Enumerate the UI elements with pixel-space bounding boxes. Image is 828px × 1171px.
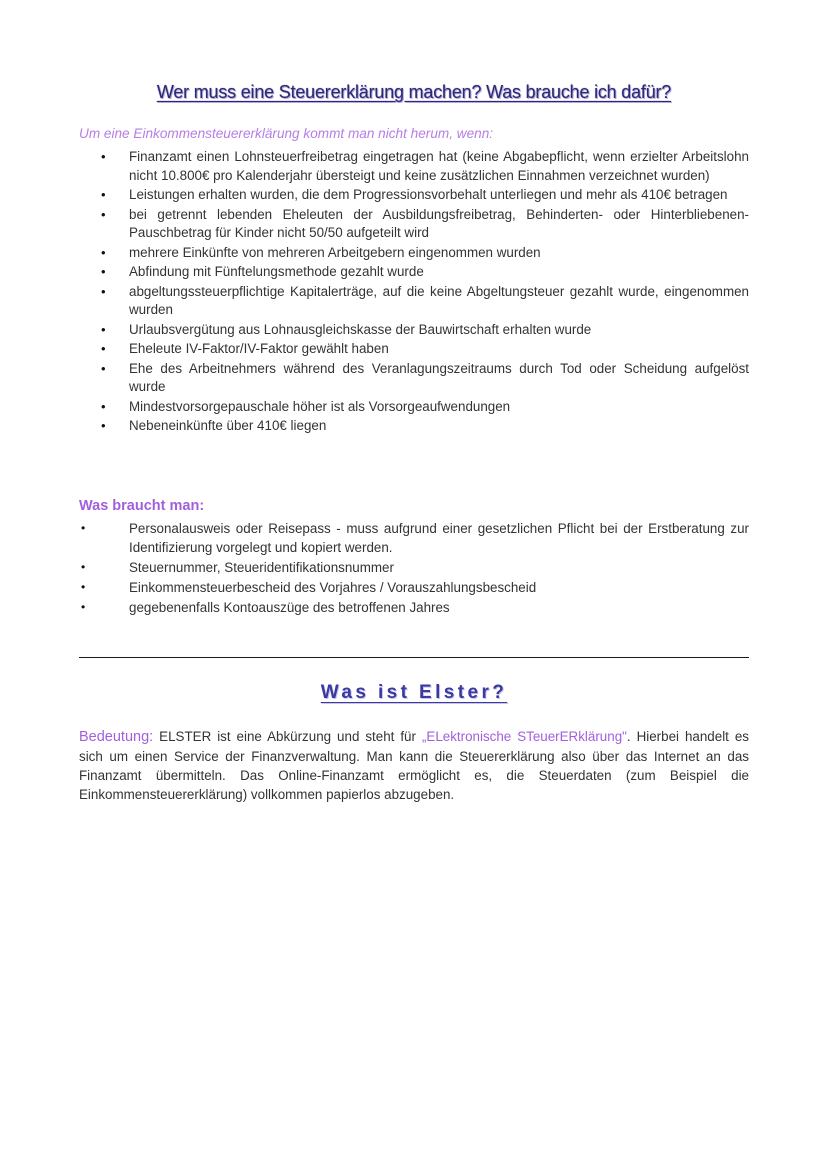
bullet-icon: • xyxy=(101,206,106,222)
list-item xyxy=(101,244,749,263)
bullet-icon: • xyxy=(101,398,106,414)
list-item-text: Leistungen erhalten wurden, die dem Progressionsvorbehalt unterliegen und mehr als 410€ betragen xyxy=(129,187,728,202)
list-item-text: Steuernummer, Steueridentifikationsnummer xyxy=(129,560,394,575)
needs-list xyxy=(79,519,749,618)
bullet-icon: • xyxy=(101,187,106,202)
list-item xyxy=(101,360,749,397)
bullet-icon: • xyxy=(101,418,106,433)
list-item xyxy=(79,578,749,597)
page-title: Wer muss eine Steuererklärung machen? Was brauche ich dafür? xyxy=(156,82,672,102)
bullet-icon: • xyxy=(81,521,86,535)
bullet-icon: • xyxy=(101,321,106,337)
conditions-list xyxy=(101,148,749,437)
list-item xyxy=(101,340,749,359)
list-item-text: Eheleute IV-Faktor/IV-Faktor gewählt haben xyxy=(129,341,389,356)
list-item-text: Einkommensteuerbescheid des Vorjahres / Vorauszahlungsbescheid xyxy=(129,580,537,595)
bullet-icon: • xyxy=(101,149,106,164)
bullet-icon: • xyxy=(81,560,86,574)
list-item-text: Abfindung mit Fünftelungsmethode gezahlt wurde xyxy=(129,264,424,279)
bullet-icon: • xyxy=(101,283,106,299)
list-item-text: abgeltungssteuerpflichtige Kapitalerträge, auf die keine Abgeltungsteuer gezahlt wurde, eingenommen wurden xyxy=(129,283,749,317)
bullet-icon: • xyxy=(101,341,106,356)
list-item-text: mehrere Einkünfte von mehreren Arbeitgebern eingenommen wurden xyxy=(129,244,541,260)
list-item xyxy=(101,398,749,417)
list-item xyxy=(101,321,749,340)
needs-heading: Was braucht man: xyxy=(79,498,205,514)
list-item xyxy=(79,519,749,557)
list-item xyxy=(101,417,749,436)
list-item-text: Urlaubsvergütung aus Lohnausgleichskasse der Bauwirtschaft erhalten wurde xyxy=(129,321,592,337)
elster-paragraph xyxy=(79,727,749,804)
bullet-icon: • xyxy=(101,244,106,260)
bullet-icon: • xyxy=(101,360,106,376)
list-item xyxy=(101,283,749,320)
elster-title: Was ist Elster? xyxy=(320,682,508,703)
list-item-text: gegebenenfalls Kontoauszüge des betroffenen Jahres xyxy=(129,600,450,615)
list-item-text: Mindestvorsorgepauschale höher ist als Vorsorgeaufwendungen xyxy=(129,398,511,414)
bullet-icon: • xyxy=(81,580,86,594)
paragraph-text-after: . Hierbei handelt es sich um einen Service der Finanzverwaltung. Man kann die Steuererklärung also über das Internet an das Finanzamt übermitteln. Das Online-Finanzamt ermöglicht es, die Steuerdaten (zum Beispiel die Einkommensteuererklärung) vollkommen papierlos abzugeben. xyxy=(79,729,749,802)
bullet-icon: • xyxy=(101,264,106,279)
intro-line: Um eine Einkommensteuererklärung kommt man nicht herum, wenn: xyxy=(79,126,494,141)
list-item-text: Finanzamt einen Lohnsteuerfreibetrag eingetragen hat (keine Abgabepflicht, wenn erzielter Arbeitslohn nicht 10.800€ pro Kalenderjahr übersteigt und keine zusätzlichen Einnahmen verzeichnet wurden) xyxy=(129,149,749,183)
paragraph-label: Bedeutung: xyxy=(79,729,154,745)
list-item-text: Personalausweis oder Reisepass - muss aufgrund einer gesetzlichen Pflicht bei der Erstberatung zur Identifizierung vorgelegt und kopiert werden. xyxy=(129,521,749,555)
paragraph-text-before: ELSTER ist eine Abkürzung und steht für xyxy=(153,729,422,744)
paragraph-highlight: „ELektronische STeuerERklärung" xyxy=(421,729,627,744)
list-item-text: bei getrennt lebenden Eheleuten der Ausbildungsfreibetrag, Behinderten- oder Hinterbliebenen-Pauschbetrag für Kinder nicht 50/50 aufgeteilt wird xyxy=(129,206,749,240)
list-item xyxy=(79,558,749,577)
list-item xyxy=(101,263,749,282)
list-item-text: Nebeneinkünfte über 410€ liegen xyxy=(129,418,327,433)
section-divider xyxy=(79,657,749,658)
list-item xyxy=(101,148,749,185)
list-item xyxy=(79,598,749,617)
list-item xyxy=(101,206,749,243)
bullet-icon: • xyxy=(81,600,86,614)
list-item xyxy=(101,186,749,205)
list-item-text: Ehe des Arbeitnehmers während des Veranlagungszeitraums durch Tod oder Scheidung aufgelöst wurde xyxy=(129,360,749,394)
